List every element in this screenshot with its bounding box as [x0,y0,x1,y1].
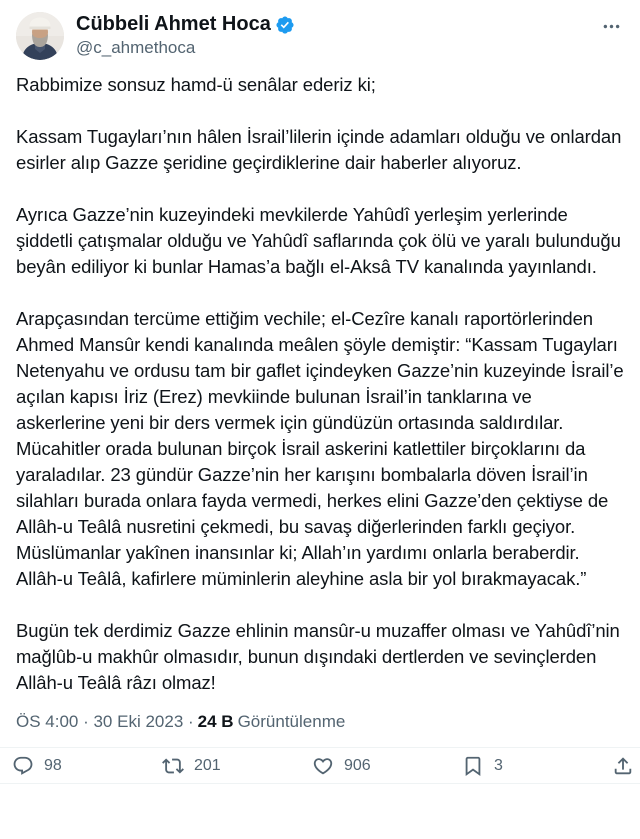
reply-count: 98 [44,756,62,774]
tweet-paragraph: Ayrıca Gazze’nin kuzeyindeki mevkilerde Yahûdî yerleşim yerlerinde şiddetli çatışmalar olduğu ve Yahûdî saflarında çok ölü ve yaralı bulunduğu beyân ediliyor ki bunlar Hamas’a bağlı el-Aksâ TV kanalında yayınlandı. [16,204,621,277]
display-name[interactable]: Cübbeli Ahmet Hoca [76,13,271,35]
avatar[interactable] [16,12,64,60]
repost-icon [162,755,184,777]
verified-badge-icon [275,15,295,35]
reply-button[interactable] [12,755,162,777]
share-button[interactable] [612,755,634,777]
tweet-paragraph: Arapçasından tercüme ettiğim vechile; el-Cezîre kanalı raportörlerinden Ahmed Mansûr kendi kanalında meâlen şöyle demiştir: “Kassam Tugayları Netenyahu ve ordusu tam bir gaflet içindeyken Gazze’nin kuzeyinde İsrail’e açılan kapısı İriz (Erez) mevkiinde bulunan İsrail’in tanklarına ve askerlerine yeni bir ders vermek için gündüzün ortasında saldırdılar. Mücahitler orada bulunan birçok İsrail askerini katlettiler birçoklarını da yaraladılar. 23 gündür Gazze’nin her karışını bombalarla döven İsrail’in silahları burada onlara fayda vermedi, herkes elini Gazze’den çektiyse de Allâh-u Teâlâ nusretini çekmedi, bu savaş diğerlerinden farklı geçiyor. Müslümanlar yakînen inansınlar ki; Allah’ın yardımı onlarla beraberdir. Allâh-u Teâlâ, kafirlere müminlerin aleyhine asla bir yol bırakmayacak.” [16,308,624,589]
views-count: 24 B [197,712,234,731]
views-label: Görüntülenme [237,712,346,731]
author-block[interactable] [76,12,599,59]
reply-icon [12,755,34,777]
share-icon [612,755,634,777]
action-bar [0,748,640,784]
tweet-header [16,12,624,60]
more-button[interactable] [599,14,624,39]
bookmark-button[interactable] [462,755,612,777]
like-count: 906 [344,756,371,774]
more-icon [601,16,622,37]
bookmark-count: 3 [494,756,503,774]
tweet-paragraph: Kassam Tugayları’nın hâlen İsrail’lilerin içinde adamları olduğu ve onlardan esirler alıp Gazze şeridine geçirdiklerine dair haberler alıyoruz. [16,126,622,173]
repost-count: 201 [194,756,221,774]
repost-button[interactable] [162,755,312,777]
tweet-paragraph: Bugün tek derdimiz Gazze ehlinin mansûr-u muzaffer olması ve Yahûdî’nin mağlûb-u makhûr olmasıdır, bunun dışındaki dertlerden ve sevinçlerden Allâh-u Teâlâ râzı olmaz! [16,620,620,693]
heart-icon [312,755,334,777]
tweet-paragraph: Rabbimize sonsuz hamd-ü senâlar ederiz ki; [16,74,376,95]
like-button[interactable] [312,755,462,777]
avatar-image [16,12,64,60]
tweet-meta [16,712,624,732]
username[interactable]: @c_ahmethoca [76,38,196,57]
tweet-text [16,72,624,696]
timestamp: ÖS 4:00 · 30 Eki 2023 · [16,712,194,731]
bookmark-icon [462,755,484,777]
